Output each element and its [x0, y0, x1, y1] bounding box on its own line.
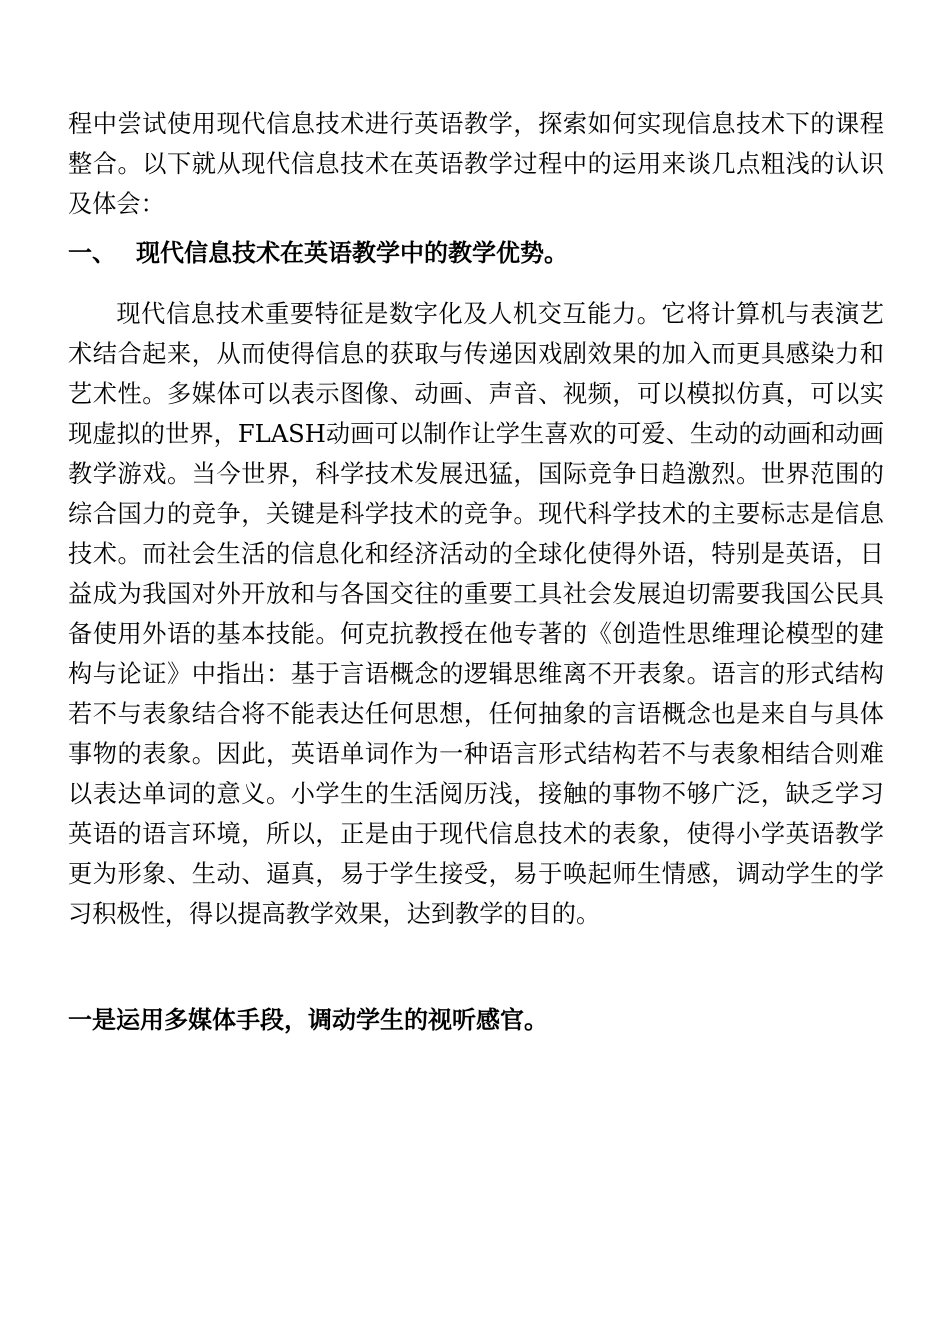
document-page — [68, 104, 884, 1040]
body-paragraph: 现代信息技术重要特征是数字化及人机交互能力。它将计算机与表演艺术结合起来，从而使得信息的获取与传递因戏剧效果的加入而更具感染力和艺术性。多媒体可以表示图像、动画、声音、视频，可以模拟仿真，可以实现虚拟的世界，FLASH动画可以制作让学生喜欢的可爱、生动的动画和动画教学游戏。当今世界，科学技术发展迅猛，国际竞争日趋激烈。世界范围的综合国力的竞争，关键是科学技术的竞争。现代科学技术的主要标志是信息技术。而社会生活的信息化和经济活动的全球化使得外语，特别是英语，日益成为我国对外开放和与各国交往的重要工具社会发展迫切需要我国公民具备使用外语的基本技能。何克抗教授在他专著的《创造性思维理论模型的建构与论证》中指出：基于言语概念的逻辑思维离不开表象。语言的形式结构若不与表象结合将不能表达任何思想，任何抽象的言语概念也是来自与具体事物的表象。因此，英语单词作为一种语言形式结构若不与表象相结合则难以表达单词的意义。小学生的生活阅历浅，接触的事物不够广泛，缺乏学习英语的语言环境，所以，正是由于现代信息技术的表象，使得小学英语教学更为形象、生动、逼真，易于学生接受，易于唤起师生情感，调动学生的学习积极性，得以提高教学效果，达到教学的目的。 — [68, 300, 884, 928]
subheading: 一是运用多媒体手段，调动学生的视听感官。 — [68, 1005, 548, 1034]
section-title: 现代信息技术在英语教学中的教学优势。 — [136, 238, 568, 267]
section-heading — [68, 233, 884, 273]
section-number: 一、 — [68, 238, 116, 267]
intro-paragraph: 程中尝试使用现代信息技术进行英语教学，探索如何实现信息技术下的课程整合。以下就从现代信息技术在英语教学过程中的运用来谈几点粗浅的认识及体会： — [68, 110, 884, 218]
